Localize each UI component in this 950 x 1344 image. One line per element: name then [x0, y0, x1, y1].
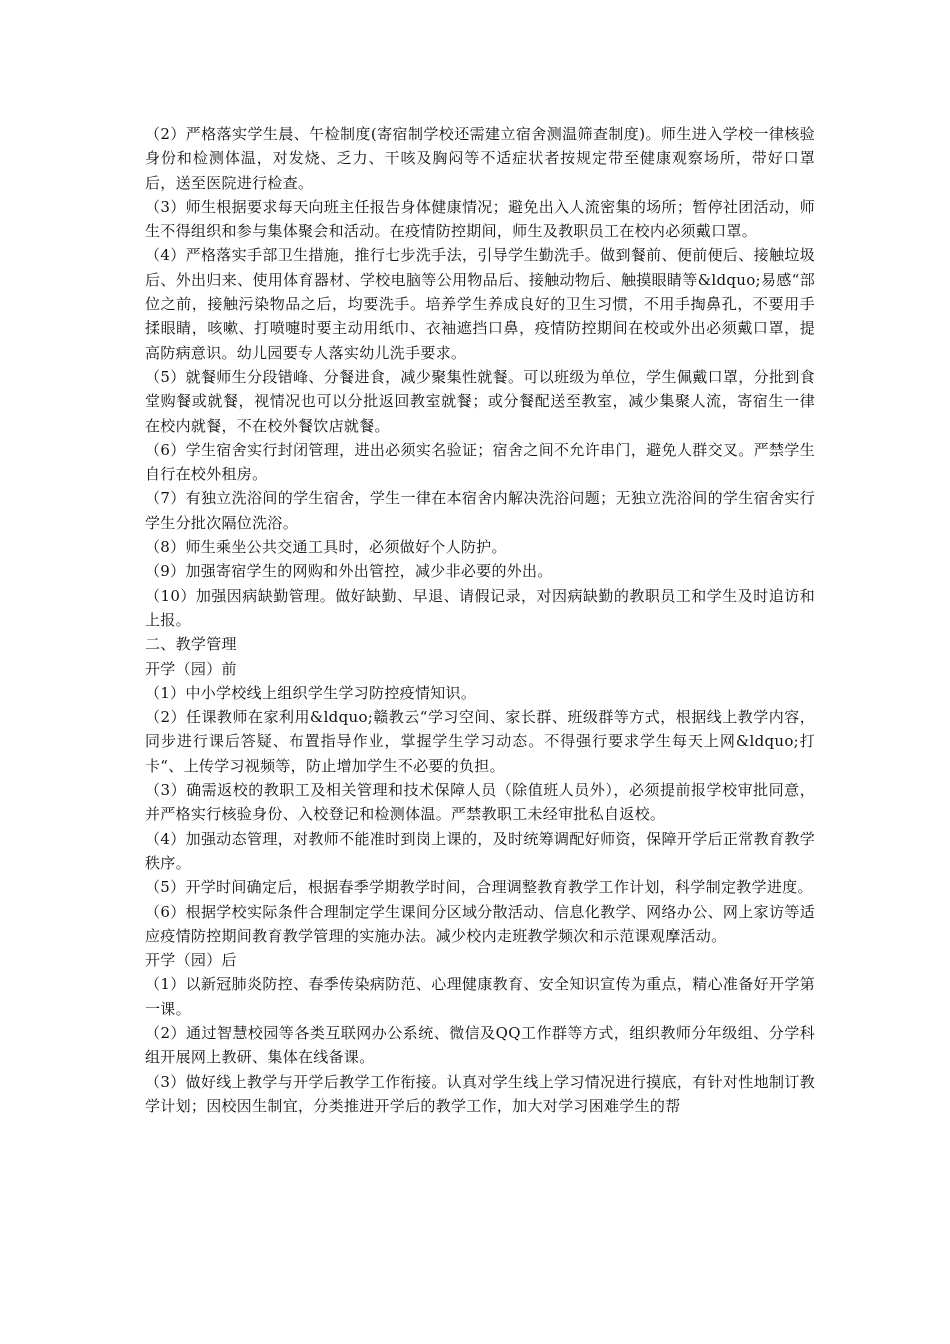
paragraph: （1）中小学校线上组织学生学习防控疫情知识。	[145, 683, 477, 702]
paragraph: （3）做好线上教学与开学后教学工作衔接。认真对学生线上学习情况进行摸底，有针对性地制订教学计划；因校因生制宜，分类推进开学后的教学工作，加大对学习困难学生的帮	[145, 1072, 815, 1115]
paragraph: （2）任课教师在家利用&ldquo;赣教云“学习空间、家长群、班级群等方式，根据线上教学内容，同步进行课后答疑、布置指导作业，掌握学生学习动态。不得强行要求学生每天上网&ldquo;打卡“、上传学习视频等，防止增加学生不必要的负担。	[145, 708, 815, 775]
paragraph: （4）严格落实手部卫生措施，推行七步洗手法，引导学生勤洗手。做到餐前、便前便后、接触垃圾后、外出归来、使用体育器材、学校电脑等公用物品后、接触动物后、触摸眼睛等&ldquo;易感“部位之前，接触污染物品之后，均要洗手。培养学生养成良好的卫生习惯，不用手掏鼻孔，不要用手揉眼睛，咳嗽、打喷嚏时要主动用纸巾、衣袖遮挡口鼻，疫情防控期间在校或外出必须戴口罩，提高防病意识。幼儿园要专人落实幼儿洗手要求。	[145, 246, 815, 362]
paragraph: （8）师生乘坐公共交通工具时，必须做好个人防护。	[145, 538, 507, 557]
subsection-heading: 开学（园）前	[145, 659, 237, 678]
paragraph: （2）通过智慧校园等各类互联网办公系统、微信及QQ工作群等方式，组织教师分年级组、分学科组开展网上教研、集体在线备课。	[145, 1023, 815, 1067]
paragraph: （5）就餐师生分段错峰、分餐进食，减少聚集性就餐。可以班级为单位，学生佩戴口罩，分批到食堂购餐或就餐，视情况也可以分批返回教室就餐；或分餐配送至教室，减少集聚人流，寄宿生一律在校内就餐，不在校外餐饮店就餐。	[145, 367, 815, 435]
section-heading: 二、教学管理	[145, 635, 237, 654]
paragraph: （3）师生根据要求每天向班主任报告身体健康情况；避免出入人流密集的场所；暂停社团活动，师生不得组织和参与集体聚会和活动。在疫情防控期间，师生及教职员工在校内必须戴口罩。	[145, 197, 815, 241]
paragraph: （6）根据学校实际条件合理制定学生课间分区域分散活动、信息化教学、网络办公、网上家访等适应疫情防控期间教育教学管理的实施办法。减少校内走班教学频次和示范课观摩活动。	[145, 902, 815, 945]
paragraph: （5）开学时间确定后，根据春季学期教学时间，合理调整教育教学工作计划，科学制定教学进度。	[145, 878, 813, 897]
paragraph: （1）以新冠肺炎防控、春季传染病防范、心理健康教育、安全知识宣传为重点，精心准备好开学第一课。	[145, 975, 815, 1018]
subsection-heading: 开学（园）后	[145, 951, 237, 970]
paragraph: （7）有独立洗浴间的学生宿舍，学生一律在本宿舍内解决洗浴问题；无独立洗浴间的学生宿舍实行学生分批次隔位洗浴。	[145, 489, 815, 532]
paragraph: （10）加强因病缺勤管理。做好缺勤、早退、请假记录，对因病缺勤的教职员工和学生及时追访和上报。	[145, 586, 815, 629]
paragraph: （4）加强动态管理，对教师不能准时到岗上课的，及时统筹调配好师资，保障开学后正常教育教学秩序。	[145, 829, 815, 872]
document-body	[145, 122, 815, 1118]
paragraph: （3）确需返校的教职工及相关管理和技术保障人员（除值班人员外），必须提前报学校审批同意，并严格实行核验身份、入校登记和检测体温。严禁教职工未经审批私自返校。	[145, 781, 815, 824]
paragraph: （6）学生宿舍实行封闭管理，进出必须实名验证；宿舍之间不允许串门，避免人群交叉。严禁学生自行在校外租房。	[145, 440, 815, 484]
paragraph: （9）加强寄宿学生的网购和外出管控，减少非必要的外出。	[145, 562, 553, 581]
paragraph: （2）严格落实学生晨、午检制度(寄宿制学校还需建立宿舍测温筛查制度)。师生进入学校一律核验身份和检测体温，对发烧、乏力、干咳及胸闷等不适症状者按规定带至健康观察场所，带好口罩后，送至医院进行检查。	[145, 125, 815, 192]
